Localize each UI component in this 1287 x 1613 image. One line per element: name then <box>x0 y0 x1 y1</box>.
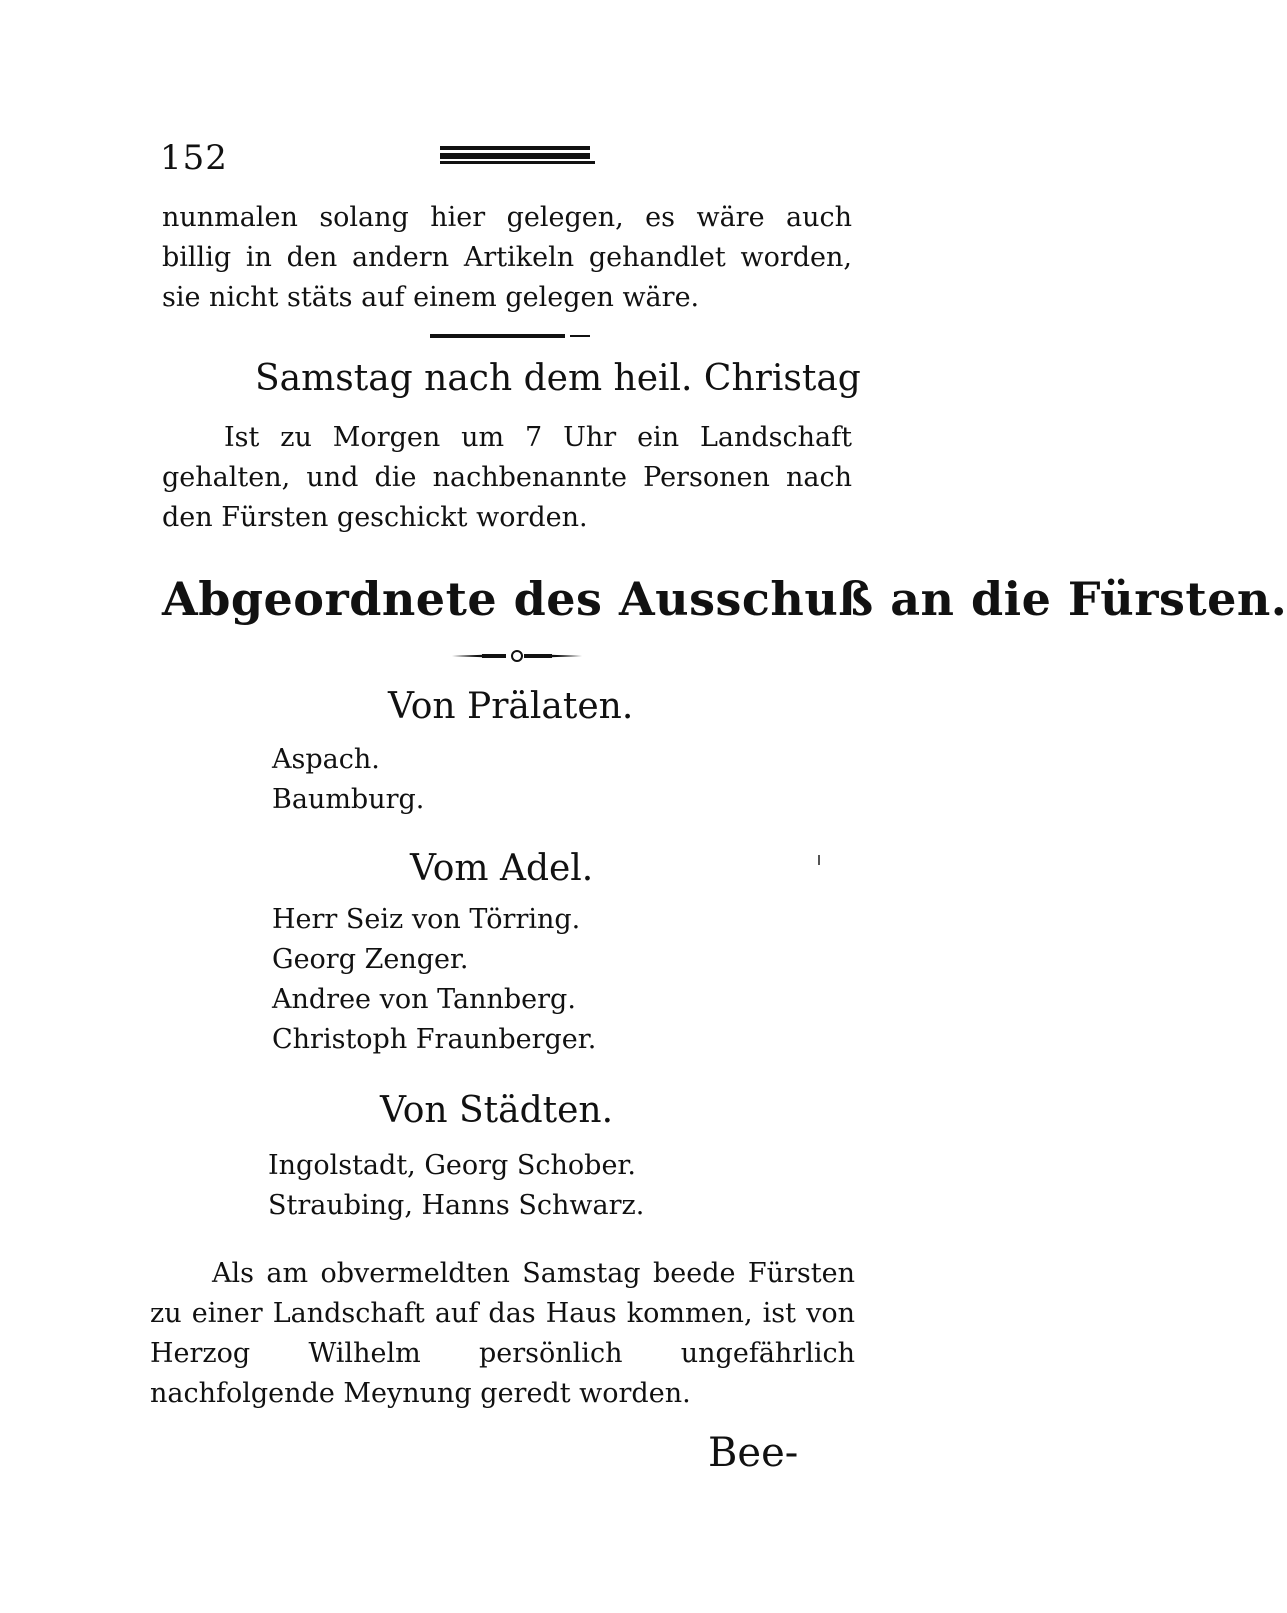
list-item: Baumburg. <box>272 784 425 815</box>
list-item: Ingolstadt, Georg Schober. <box>268 1150 636 1181</box>
ink-speck <box>818 855 820 865</box>
opening-paragraph: nunmalen solang hier gelegen, es wäre auch billig in den andern Artikeln gehandlet worden, sie nicht stäts auf einem gelegen wäre. <box>162 202 852 313</box>
nobility-list <box>272 900 596 1060</box>
list-item: Andree von Tannberg. <box>272 984 576 1015</box>
session-paragraph: Ist zu Morgen um 7 Uhr ein Landschaft gehalten, und die nachbenannte Personen nach den Fürsten geschickt worden. <box>162 422 852 533</box>
towns-heading: Von Städten. <box>380 1090 614 1131</box>
closing-paragraph: Als am obvermeldten Samstag beede Fürsten zu einer Landschaft auf das Haus kommen, ist von Herzog Wilhelm persönlich ungefährlich nachfolgende Meynung geredt worden. <box>150 1258 855 1409</box>
list-item: Christoph Fraunberger. <box>272 1024 597 1055</box>
main-heading: Abgeordnete des Ausschuß an die Fürsten. <box>162 572 1287 626</box>
list-item: Straubing, Hanns Schwarz. <box>268 1190 645 1221</box>
towns-list <box>268 1146 644 1226</box>
page-number: 152 <box>160 138 228 178</box>
nobility-heading: Vom Adel. <box>410 848 594 889</box>
list-item: Aspach. <box>272 744 380 775</box>
prelates-list <box>272 740 424 820</box>
list-item: Georg Zenger. <box>272 944 469 975</box>
catchword: Bee- <box>708 1430 799 1476</box>
date-heading: Samstag nach dem heil. Christag <box>255 358 861 399</box>
section-rule <box>430 332 590 340</box>
header-rule <box>440 146 595 168</box>
list-item: Herr Seiz von Törring. <box>272 904 581 935</box>
ornament-rule <box>452 648 582 664</box>
prelates-heading: Von Prälaten. <box>388 686 634 727</box>
